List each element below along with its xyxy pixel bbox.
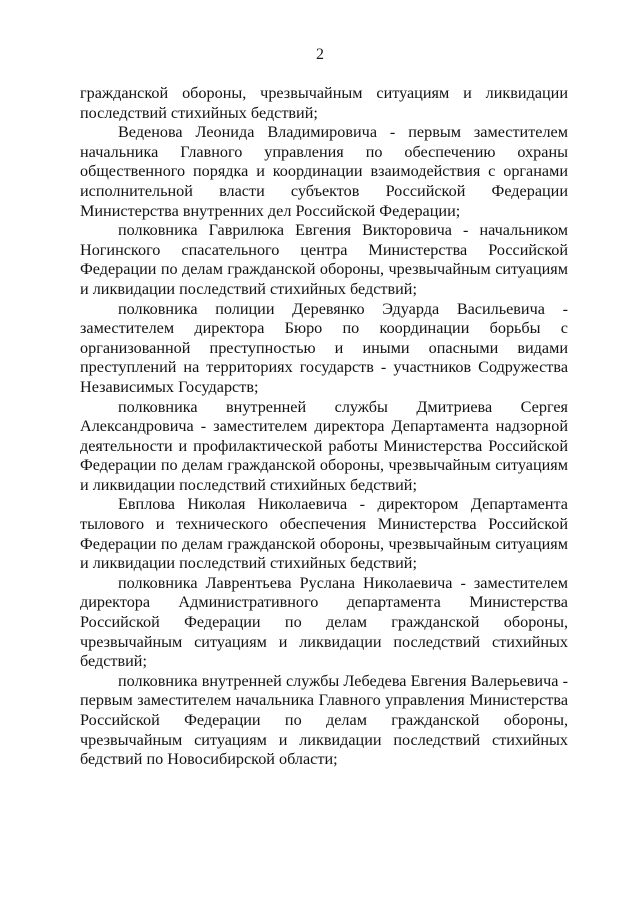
paragraph-continuation: гражданской обороны, чрезвычайным ситуациям и ликвидации последствий стихийных бедствий; [80,84,568,122]
paragraph-vedenov: Веденова Леонида Владимировича - первым заместителем начальника Главного управления по обеспечению охраны общественного порядка и координации взаимодействия с органами исполнительной власти субъектов Российской Федерации Министерства внутренних дел Российской Федерации; [80,123,568,220]
paragraph-gavrilyuk: полковника Гаврилюка Евгения Викторовича - начальником Ногинского спасательного центра Министерства Российской Федерации по делам гражданской обороны, чрезвычайным ситуациям и ликвидации последствий стихийных бедствий; [80,221,568,298]
paragraph-dmitriev: полковника внутренней службы Дмитриева Сергея Александровича - заместителем директора Департамента надзорной деятельности и профилактической работы Министерства Российской Федерации по делам гражданской обороны, чрезвычайным ситуациям и ликвидации последствий стихийных бедствий; [80,397,568,494]
page-number: 2 [316,46,324,63]
paragraph-evplov: Евплова Николая Николаевича - директором Департамента тылового и технического обеспечения Министерства Российской Федерации по делам гражданской обороны, чрезвычайным ситуациям и ликвидации последствий стихийных бедствий; [80,495,568,573]
paragraph-lebedev: полковника внутренней службы Лебедева Евгения Валерьевича - первым заместителем начальника Главного управления Министерства Российской Федерации по делам гражданской обороны, чрезвычайным ситуациям и ликвидации последствий стихийных бедствий по Новосибирской области; [80,671,568,769]
document-body [80,84,568,770]
paragraph-lavrentyev: полковника Лаврентьева Руслана Николаевича - заместителем директора Административного департамента Министерства Российской Федерации по делам гражданской обороны, чрезвычайным ситуациям и ликвидации последствий стихийных бедствий; [80,573,568,671]
paragraph-derevyanko: полковника полиции Деревянко Эдуарда Васильевича - заместителем директора Бюро по координации борьбы с организованной преступностью и иными опасными видами преступлений на территориях государств - участников Содружества Независимых Государств; [80,299,568,396]
